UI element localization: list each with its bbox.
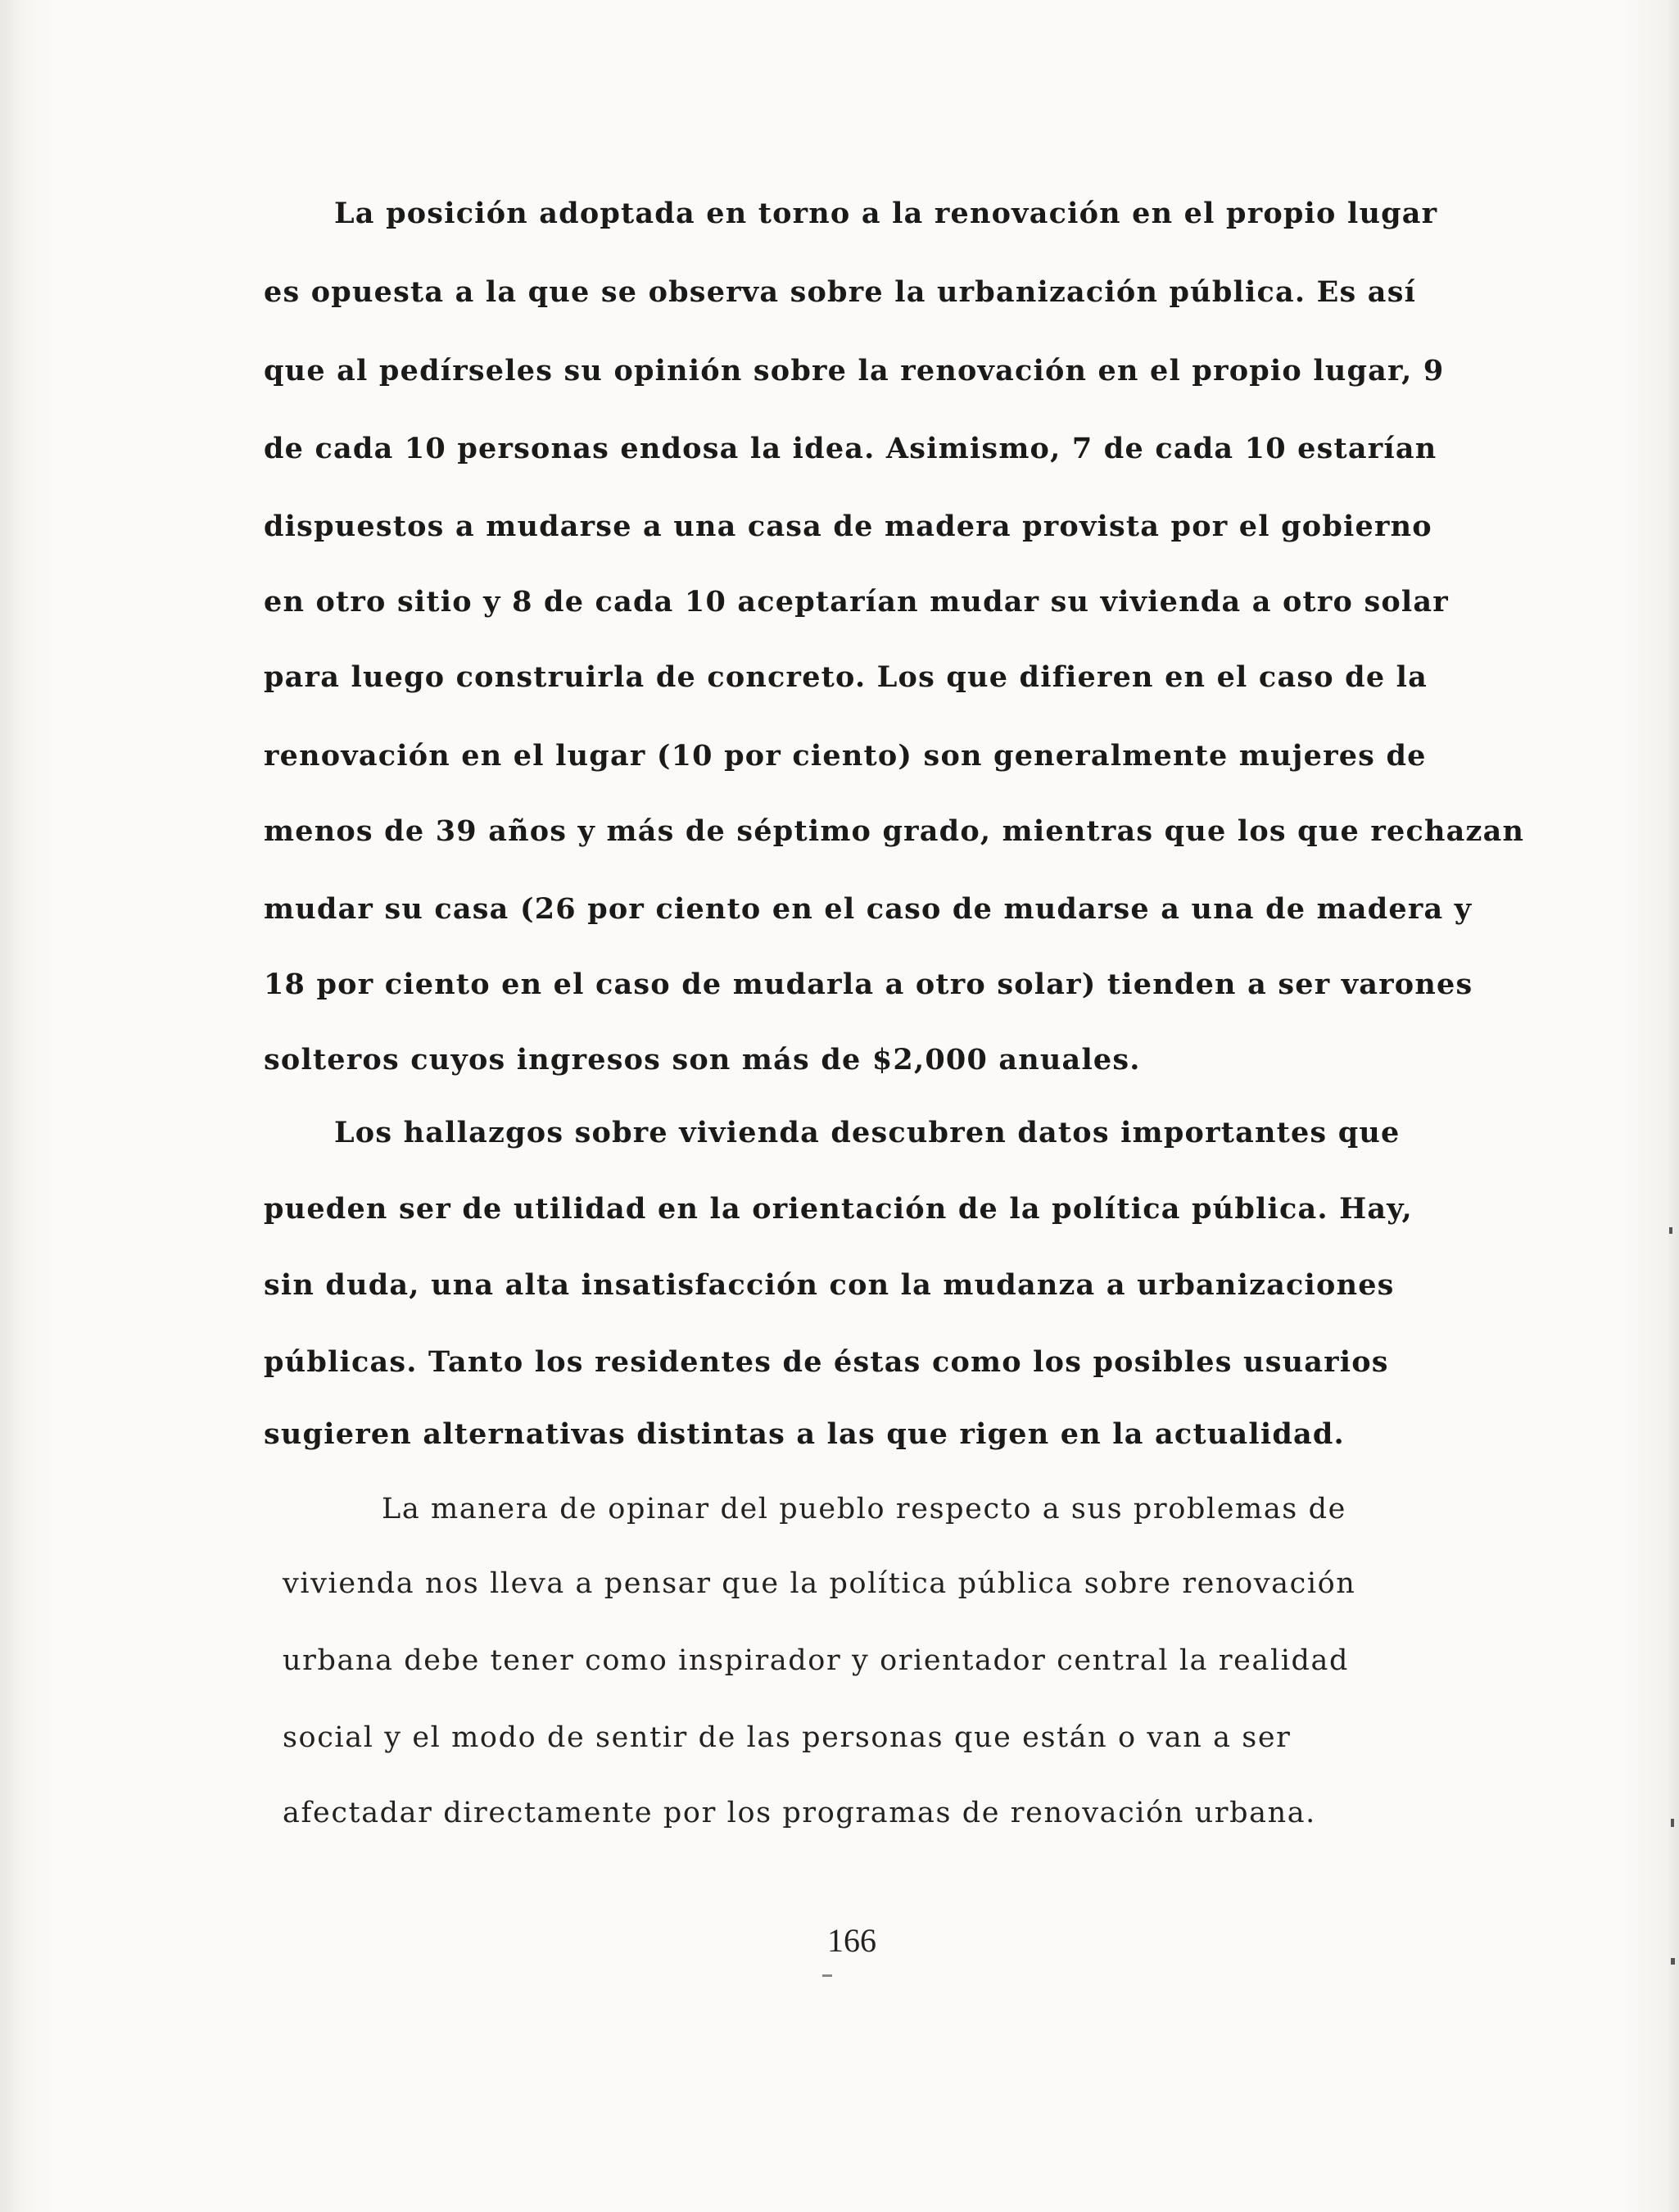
text-line: vivienda nos lleva a pensar que la política pública sobre renovación bbox=[283, 1567, 1356, 1600]
text-line: sin duda, una alta insatisfacción con la mudanza a urbanizaciones bbox=[264, 1268, 1395, 1302]
page-number: 166 bbox=[827, 1922, 876, 1959]
scan-artifact bbox=[1671, 1958, 1675, 1965]
text-line: menos de 39 años y más de séptimo grado, mientras que los que rechazan bbox=[264, 814, 1525, 848]
text-line: urbana debe tener como inspirador y orientador central la realidad bbox=[283, 1644, 1350, 1677]
text-line: solteros cuyos ingresos son más de $2,000 anuales. bbox=[264, 1043, 1141, 1077]
text-line: Los hallazgos sobre vivienda descubren datos importantes que bbox=[334, 1116, 1401, 1149]
text-line: en otro sitio y 8 de cada 10 aceptarían mudar su vivienda a otro solar bbox=[264, 585, 1449, 619]
text-line: de cada 10 personas endosa la idea. Asimismo, 7 de cada 10 estarían bbox=[264, 432, 1437, 465]
text-line: La posición adoptada en torno a la renovación en el propio lugar bbox=[334, 197, 1438, 230]
text-line: es opuesta a la que se observa sobre la urbanización pública. Es así bbox=[264, 275, 1417, 309]
text-line: La manera de opinar del pueblo respecto a sus problemas de bbox=[382, 1493, 1346, 1525]
scan-artifact bbox=[1671, 1819, 1674, 1827]
scan-artifact bbox=[1669, 1227, 1672, 1234]
scan-artifact bbox=[822, 1974, 832, 1977]
text-line: renovación en el lugar (10 por ciento) son generalmente mujeres de bbox=[264, 739, 1427, 773]
text-line: para luego construirla de concreto. Los que difieren en el caso de la bbox=[264, 660, 1428, 694]
text-line: dispuestos a mudarse a una casa de madera provista por el gobierno bbox=[264, 510, 1432, 543]
text-line: mudar su casa (26 por ciento en el caso de mudarse a una de madera y bbox=[264, 892, 1473, 926]
text-line: 18 por ciento en el caso de mudarla a otro solar) tienden a ser varones bbox=[264, 968, 1473, 1001]
text-line: pueden ser de utilidad en la orientación de la política pública. Hay, bbox=[264, 1192, 1413, 1226]
text-line: social y el modo de sentir de las personas que están o van a ser bbox=[283, 1721, 1292, 1754]
text-line: sugieren alternativas distintas a las que rigen en la actualidad. bbox=[264, 1417, 1345, 1451]
text-line: afectadar directamente por los programas de renovación urbana. bbox=[283, 1797, 1316, 1829]
text-line: que al pedírseles su opinión sobre la renovación en el propio lugar, 9 bbox=[264, 354, 1445, 388]
text-line: públicas. Tanto los residentes de éstas como los posibles usuarios bbox=[264, 1345, 1389, 1379]
